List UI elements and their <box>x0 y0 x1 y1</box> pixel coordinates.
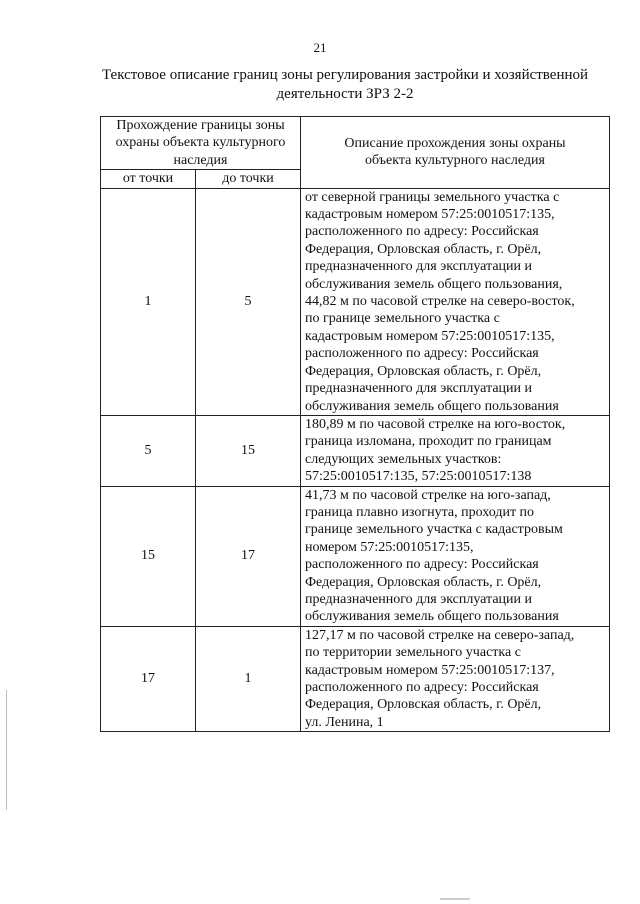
description-cell <box>301 486 610 626</box>
description-line: следующих земельных участков: <box>305 451 502 467</box>
header-boundary-passage <box>101 117 301 170</box>
description-line: расположенного по адресу: Российская <box>305 557 539 573</box>
header-pass-line: Прохождение границы зоны <box>116 118 285 133</box>
page-number: 21 <box>313 40 327 55</box>
description-line: 41,73 м по часовой стрелке на юго-запад, <box>305 487 551 503</box>
description-line: кадастровым номером 57:25:0010517:135, <box>305 207 555 223</box>
description-line: кадастровым номером 57:25:0010517:137, <box>305 662 555 678</box>
table-row <box>101 188 610 415</box>
description-cell <box>301 415 610 486</box>
description-line: 180,89 м по часовой стрелке на юго-восток, <box>305 416 566 432</box>
description-line: 57:25:0010517:135, 57:25:0010517:138 <box>305 469 532 485</box>
description-line: граница изломана, проходит по границам <box>305 434 552 450</box>
to-point-cell: 1 <box>196 626 301 731</box>
description-line: по территории земельного участка с <box>305 645 521 661</box>
header-desc-line: Описание прохождения зоны охраны <box>344 135 566 151</box>
description-line: расположенного по адресу: Российская <box>305 346 539 362</box>
header-desc-line: объекта культурного наследия <box>365 153 545 169</box>
description-line: 44,82 м по часовой стрелке на северо-восток, <box>305 294 575 310</box>
description-line: Федерация, Орловская область, г. Орёл, <box>305 241 542 257</box>
table-row <box>101 626 610 731</box>
scan-margin-mark <box>6 690 7 810</box>
description-line: от северной границы земельного участка с <box>305 189 560 205</box>
description-line: границе земельного участка с кадастровым <box>305 522 563 538</box>
boundary-table <box>100 116 610 732</box>
description-line: предназначенного для эксплуатации и <box>305 259 533 275</box>
description-line: ул. Ленина, 1 <box>305 714 384 730</box>
from-point-cell: 1 <box>101 188 196 415</box>
description-line: обслуживания земель общего пользования <box>305 398 559 414</box>
header-pass-line: охраны объекта культурного <box>115 135 286 151</box>
from-point-cell: 15 <box>101 486 196 626</box>
description-line: предназначенного для эксплуатации и <box>305 381 533 397</box>
from-point-cell: 5 <box>101 415 196 486</box>
title-line-2: деятельности ЗРЗ 2-2 <box>276 86 414 102</box>
to-point-cell: 5 <box>196 188 301 415</box>
description-line: обслуживания земель общего пользования <box>305 609 559 625</box>
to-point-cell: 15 <box>196 415 301 486</box>
document-title <box>80 66 610 104</box>
header-description <box>301 117 610 189</box>
table-row <box>101 486 610 626</box>
from-point-cell: 17 <box>101 626 196 731</box>
description-line: расположенного по адресу: Российская <box>305 680 539 695</box>
description-cell <box>301 188 610 415</box>
description-line: кадастровым номером 57:25:0010517:135, <box>305 328 555 344</box>
description-cell <box>301 626 610 731</box>
description-line: расположенного по адресу: Российская <box>305 224 539 240</box>
description-line: Федерация, Орловская область, г. Орёл, <box>305 697 542 713</box>
description-line: предназначенного для эксплуатации и <box>305 591 533 607</box>
to-point-cell: 17 <box>196 486 301 626</box>
description-line: обслуживания земель общего пользования, <box>305 276 563 292</box>
table-row <box>101 415 610 486</box>
title-line-1: Текстовое описание границ зоны регулирования застройки и хозяйственной <box>101 67 589 83</box>
header-pass-line: наследия <box>173 152 228 168</box>
description-line: номером 57:25:0010517:135, <box>305 539 474 555</box>
description-line: граница плавно изогнута, проходит по <box>305 504 535 520</box>
header-from-point: от точки <box>101 170 196 188</box>
description-line: Федерация, Орловская область, г. Орёл, <box>305 574 542 590</box>
header-to-point: до точки <box>196 170 301 188</box>
description-line: 127,17 м по часовой стрелке на северо-запад, <box>305 627 575 643</box>
scan-bottom-mark <box>440 898 470 900</box>
description-line: Федерация, Орловская область, г. Орёл, <box>305 363 542 379</box>
description-line: по границе земельного участка с <box>305 311 500 327</box>
